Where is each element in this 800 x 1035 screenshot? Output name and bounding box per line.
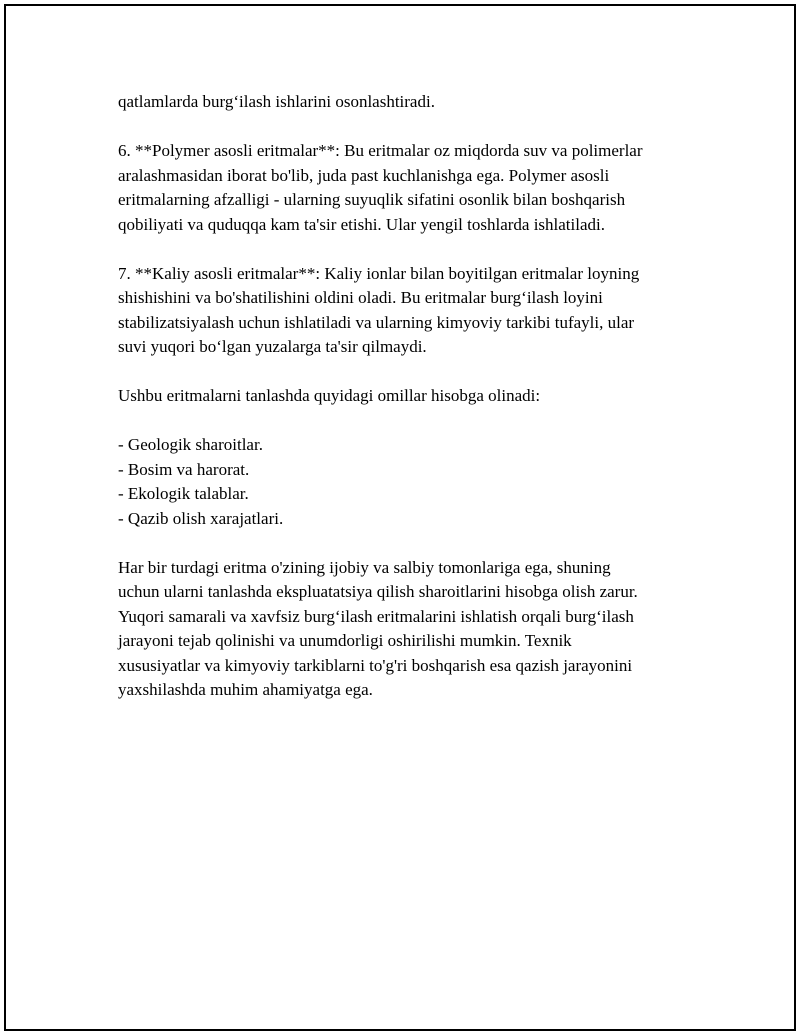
text-line: Yuqori samarali va xavfsiz burg‘ilash eritmalarini ishlatish orqali burg‘ilash [118, 606, 634, 626]
list-item: - Bosim va harorat. [118, 459, 250, 479]
factors-list [118, 433, 718, 531]
text-line: yaxshilashda muhim ahamiyatga ega. [118, 680, 373, 699]
text-line: uchun ularni tanlashda ekspluatatsiya qilish sharoitlarini hisobga olish zarur. [118, 582, 638, 601]
text-line: suvi yuqori bo‘lgan yuzalarga ta'sir qilmaydi. [118, 337, 427, 356]
paragraph-gap [118, 531, 718, 556]
text-line: qatlamlarda burg‘ilash ishlarini osonlashtiradi. [118, 92, 435, 111]
list-item: - Geologik sharoitlar. [118, 435, 263, 454]
text-line: 7. **Kaliy asosli eritmalar**: Kaliy ionlar bilan boyitilgan eritmalar loyning [118, 263, 640, 283]
paragraph-gap [118, 360, 718, 385]
text-line: xususiyatlar va kimyoviy tarkiblarni to'g'ri boshqarish esa qazish jarayonini [118, 655, 633, 675]
text-line: Har bir turdagi eritma o'zining ijobiy va salbiy tomonlariga ega, shuning [118, 557, 611, 577]
paragraph-gap [118, 409, 718, 434]
list-item: - Ekologik talablar. [118, 484, 249, 503]
text-line: qobiliyati va quduqqa kam ta'sir etishi. Ular yengil toshlarda ishlatiladi. [118, 214, 605, 234]
text-line: 6. **Polymer asosli eritmalar**: Bu eritmalar oz miqdorda suv va polimerlar [118, 141, 643, 160]
text-line: Ushbu eritmalarni tanlashda quyidagi omillar hisobga olinadi: [118, 386, 541, 405]
paragraph-conclusion [118, 556, 718, 703]
document-body [118, 90, 718, 703]
paragraph-factors-intro [118, 384, 718, 409]
paragraph-gap [118, 237, 718, 262]
text-line: shishishini va bo'shatilishini oldini oladi. Bu eritmalar burg‘ilash loyini [118, 288, 603, 307]
paragraph-polymer [118, 139, 718, 237]
text-line: jarayoni tejab qolinishi va unumdorligi oshirilishi mumkin. Texnik [118, 631, 572, 650]
paragraph-intro [118, 90, 718, 115]
text-line: stabilizatsiyalash uchun ishlatiladi va ularning kimyoviy tarkibi tufayli, ular [118, 312, 635, 332]
list-item: - Qazib olish xarajatlari. [118, 508, 284, 528]
text-line: aralashmasidan iborat bo'lib, juda past kuchlanishga ega. Polymer asosli [118, 165, 610, 185]
paragraph-gap [118, 115, 718, 140]
text-line: eritmalarning afzalligi - ularning suyuqlik sifatini osonlik bilan boshqarish [118, 190, 626, 209]
paragraph-kaliy [118, 262, 718, 360]
